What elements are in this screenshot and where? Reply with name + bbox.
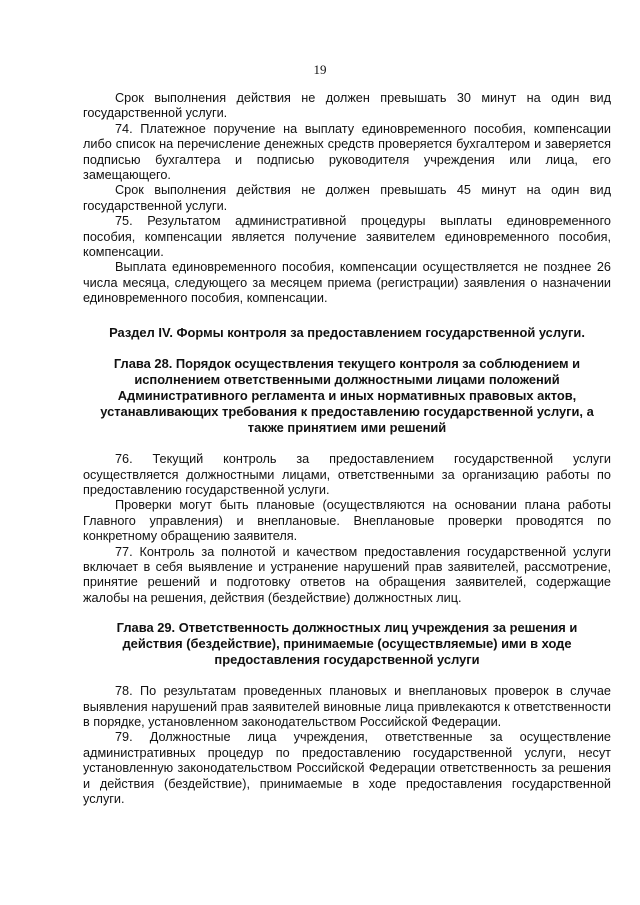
paragraph: 76. Текущий контроль за предоставлением государственной услуги осуществляется должностными лицами, ответственными за организацию работы по предоставлению государственной услуги.: [83, 452, 611, 497]
paragraph: 75. Результатом административной процедуры выплаты единовременного пособия, компенсации является получение заявителем единовременного пособия, компенсации.: [83, 214, 611, 260]
paragraph: Проверки могут быть плановые (осуществляются на основании плана работы Главного управления) и внеплановые. Внеплановые проверки проводятся по конкретному обращению заявителя.: [83, 498, 611, 544]
document-body: [83, 91, 611, 807]
chapter-29-heading: Глава 29. Ответственность должностных лиц учреждения за решения и действия (бездействие), принимаемые (осуществляемые) ими в ходе предоставления государственной услуги: [116, 620, 578, 668]
paragraph: 78. По результатам проведенных плановых и внеплановых проверок в случае выявления нарушений прав заявителей виновные лица привлекаются к ответственности в порядке, установленном законодательством Российской Федерации.: [83, 684, 611, 729]
paragraph: 77. Контроль за полнотой и качеством предоставления государственной услуги включает в себя выявление и устранение нарушений прав заявителей, рассмотрение, принятие решений и подготовку ответов на обращения заявителей, содержащие жалобы на решения, действия (бездействие) должностных лиц.: [83, 544, 611, 605]
paragraph: Выплата единовременного пособия, компенсации осуществляется не позднее 26 числа месяца, следующего за месяцем приема (регистрации) заявления о назначении единовременного пособия, компенсации.: [83, 260, 611, 306]
chapter-28-heading: Глава 28. Порядок осуществления текущего контроля за соблюдением и исполнением ответственными должностными лицами положений Административного регламента и иных нормативных правовых актов, устанавливающих требования к предоставлению государственной услуги, а также принятием ими решений: [100, 356, 594, 436]
page-number: 19: [313, 62, 327, 77]
section-heading: Раздел IV. Формы контроля за предоставлением государственной услуги.: [109, 324, 585, 340]
paragraph: Срок выполнения действия не должен превышать 45 минут на один вид государственной услуги.: [83, 183, 611, 213]
paragraph: 79. Должностные лица учреждения, ответственные за осуществление административных процедур по предоставлению государственной услуги, несут установленную законодательством Российской Федерации ответственность за решения и действия (бездействие), принимаемые в ходе предоставления государственной услуги.: [83, 730, 611, 806]
paragraph: Срок выполнения действия не должен превышать 30 минут на один вид государственной услуги.: [83, 91, 611, 121]
paragraph: 74. Платежное поручение на выплату единовременного пособия, компенсации либо список на перечисление денежных средств проверяется бухгалтером и заверяется подписью бухгалтера и подписью руководителя учреждения или лица, его замещающего.: [83, 121, 611, 183]
